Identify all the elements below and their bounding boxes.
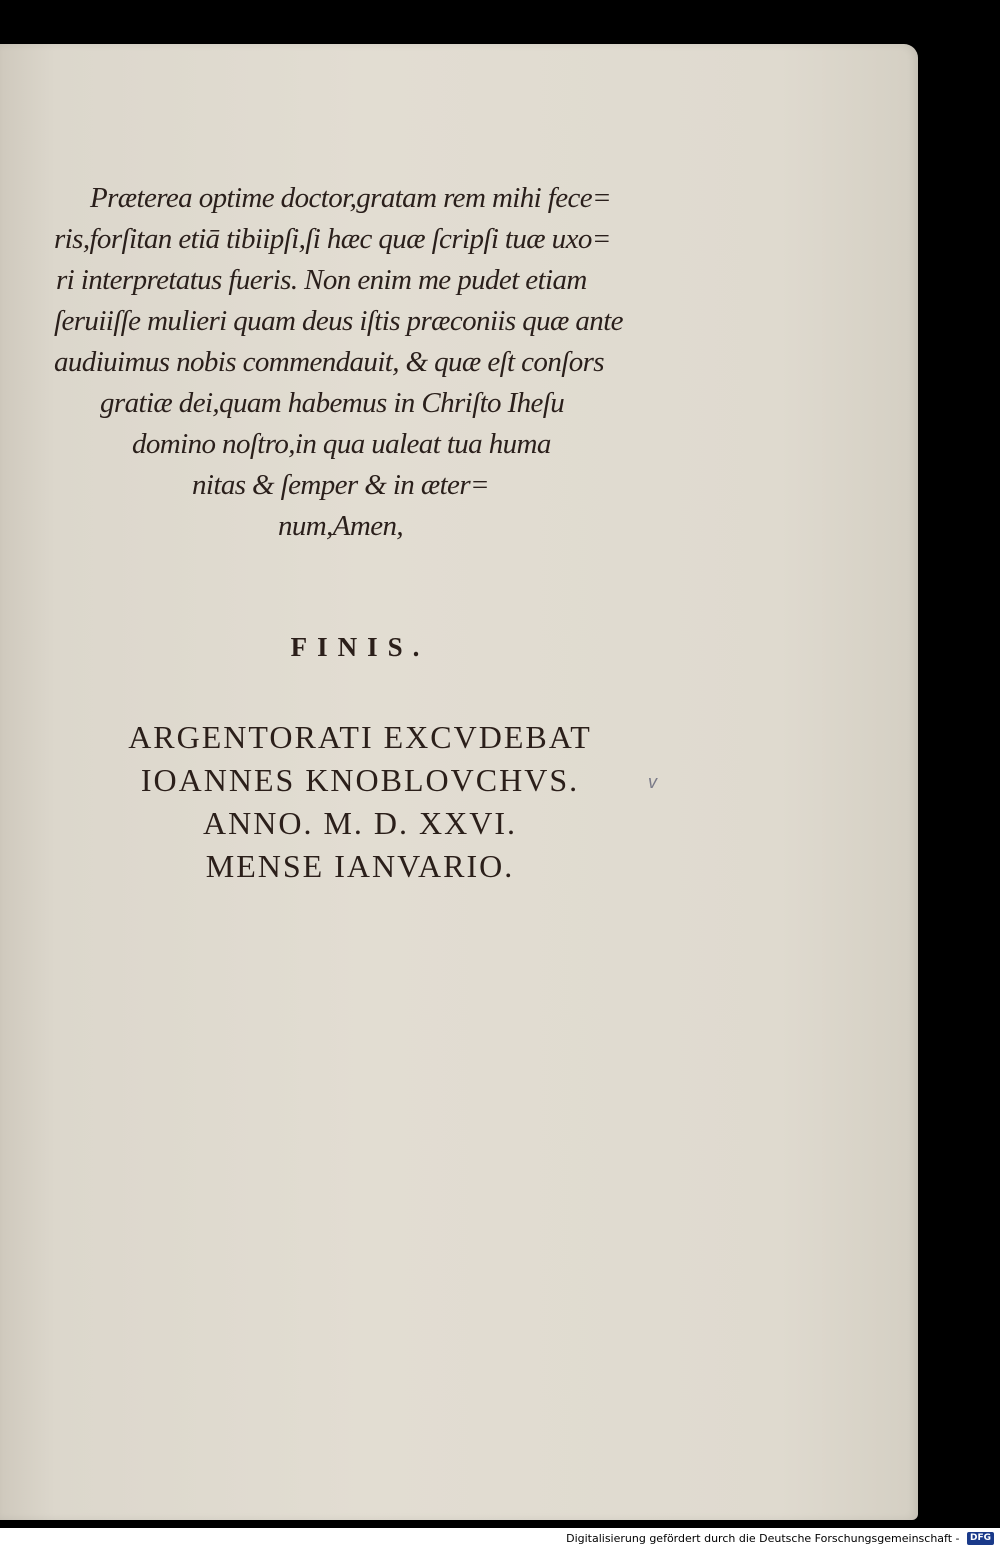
body-line-3: ri interpretatus fueris. Non enim me pudet etiam: [56, 264, 587, 296]
colophon-line-4: MENSE IANVARIO.: [205, 848, 515, 884]
body-line-5: audiuimus nobis commendauit, & quӕ eſt conſors: [54, 346, 604, 378]
dfg-logo: DFG: [967, 1532, 994, 1545]
colophon-line-3: ANNO. M. D. XXVI.: [203, 805, 517, 841]
colophon-line-1: ARGENTORATI EXCVDEBAT: [128, 719, 592, 755]
footer-bar: [0, 1528, 1000, 1549]
colophon: [0, 716, 720, 888]
body-line-1: Prӕterea optime doctor,gratam rem mihi fece=: [90, 182, 611, 214]
body-line-6: gratiӕ dei,quam habemus in Chriſto Iheſu: [100, 387, 565, 419]
pencil-mark: v: [648, 772, 657, 792]
footer-credit: Digitalisierung gefördert durch die Deutsche Forschungsgemeinschaft -: [566, 1532, 960, 1545]
body-line-8: nitas & ſemper & in ӕter=: [192, 469, 489, 501]
body-line-7: domino noſtro,in qua ualeat tua huma: [132, 428, 551, 460]
colophon-line-2: IOANNES KNOBLOVCHVS.: [140, 762, 580, 798]
finis-heading: FINIS.: [290, 632, 430, 662]
body-text: [52, 178, 672, 547]
body-line-9: num,Amen,: [278, 510, 404, 542]
body-line-2: ris,forſitan etiā tibiipſi,ſi hӕc quӕ ſcripſi tuӕ uxo=: [54, 223, 611, 255]
body-line-4: ſeruiiſſe mulieri quam deus iſtis prӕconiis quӕ ante: [54, 305, 623, 337]
